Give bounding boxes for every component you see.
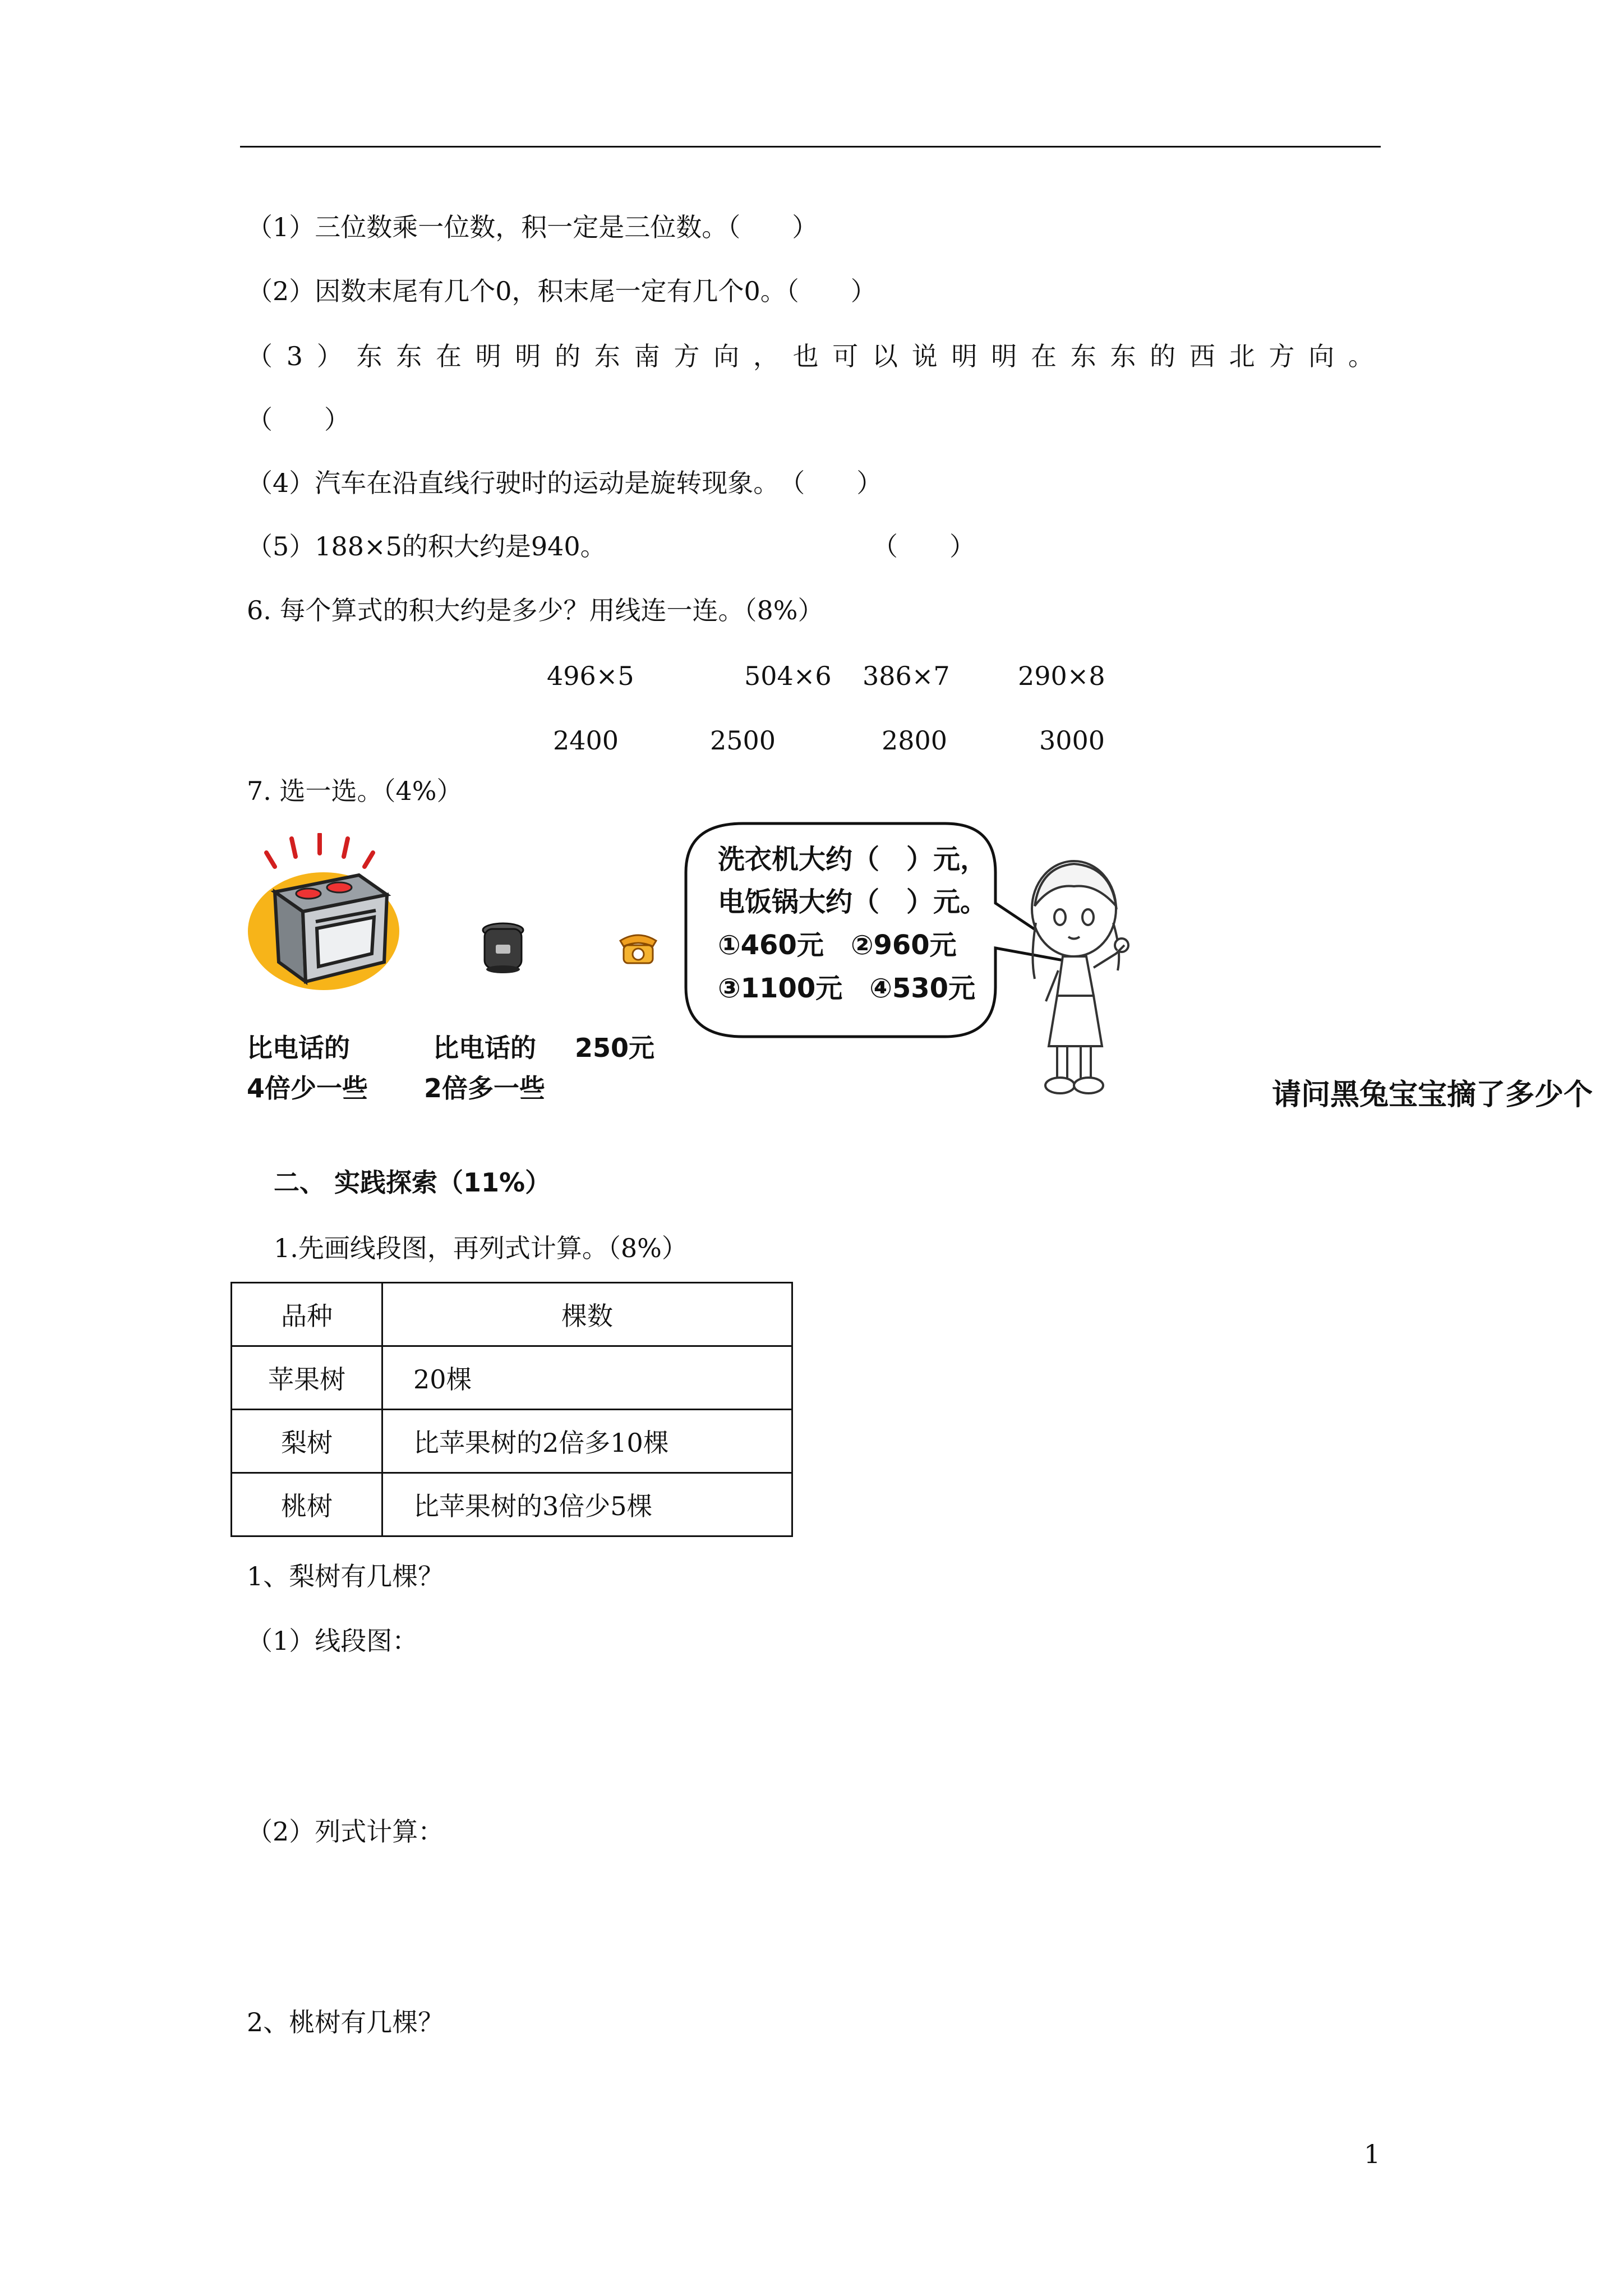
washer-hint-line1: 比电话的 <box>247 1033 350 1063</box>
section-2-q1-title: 1.先画线段图，再列式计算。（8%） <box>274 1233 688 1263</box>
judge-item-3-bracket: （ ） <box>247 404 350 435</box>
table-cell: 梨树 <box>232 1410 382 1473</box>
judge-item-3-char: 东 <box>356 341 382 371</box>
table-row <box>232 1410 792 1473</box>
estimate: 3000 <box>1039 725 1105 756</box>
expression: 290×8 <box>1018 661 1105 691</box>
bubble-line-1: 洗衣机大约（ ）元， <box>718 844 988 875</box>
expression: 386×7 <box>863 661 950 691</box>
judge-item-5-bracket: （ ） <box>872 531 975 562</box>
estimate: 2400 <box>553 725 619 756</box>
judge-item-3-char: 说 <box>911 341 938 371</box>
judge-item-3-char: 西 <box>1189 341 1215 371</box>
table-cell: 20棵 <box>382 1346 792 1410</box>
tree-count-table <box>230 1282 793 1537</box>
judge-item-3 <box>247 339 1374 373</box>
judge-item-3-char: ， <box>753 341 779 371</box>
table-cell: 比苹果树的3倍少5棵 <box>382 1473 792 1536</box>
judge-item-3-char: 东 <box>396 341 422 371</box>
judge-item-3-char: 在 <box>1030 341 1057 371</box>
judge-item-3-char: 也 <box>792 341 819 371</box>
table-cell: 桃树 <box>232 1473 382 1536</box>
page-number: 1 <box>1364 2139 1381 2169</box>
judge-item-3-char: 可 <box>832 341 859 371</box>
judge-item-3-char: 的 <box>555 341 581 371</box>
section-2-heading: 二、 实践探索（11%） <box>274 1167 551 1198</box>
girl-icon <box>1018 855 1141 1102</box>
judge-item-5: （5）188×5的积大约是940。 <box>247 531 606 562</box>
phone-price: 250元 <box>575 1033 655 1063</box>
table-cell: 比苹果树的2倍多10棵 <box>382 1410 792 1473</box>
table-cell: 苹果树 <box>232 1346 382 1410</box>
stove-icon <box>244 833 407 996</box>
sub-question-1-calculation: （2）列式计算： <box>247 1816 444 1847</box>
judge-item-4: （4）汽车在沿直线行驶时的运动是旋转现象。 （ ） <box>247 468 883 498</box>
table-header-cell: 棵数 <box>382 1283 792 1346</box>
judge-item-3-char: 。 <box>1348 341 1374 371</box>
stray-question-text: 请问黑兔宝宝摘了多少个 <box>1272 1078 1593 1112</box>
bubble-line-4: ③1100元 ④530元 <box>718 973 976 1004</box>
q7-title: 7. 选一选。（4%） <box>247 776 463 806</box>
judge-item-3-char: 的 <box>1150 341 1176 371</box>
judge-item-3-char: 在 <box>435 341 462 371</box>
sub-question-1-line-diagram: （1）线段图： <box>247 1626 418 1656</box>
judge-item-3-char: 南 <box>634 341 660 371</box>
judge-item-3-char: 东 <box>594 341 620 371</box>
judge-item-3-char: 以 <box>872 341 898 371</box>
sub-question-2: 2、桃树有几棵？ <box>247 2007 444 2037</box>
judge-item-3-char: （ <box>247 341 273 371</box>
sub-question-1: 1、梨树有几棵？ <box>247 1561 444 1591</box>
judge-item-3-char: 向 <box>1308 341 1335 371</box>
header-rule <box>240 146 1381 148</box>
bubble-line-2: 电饭锅大约（ ）元。 <box>718 886 988 918</box>
judge-item-3-char: ） <box>316 341 343 371</box>
judge-item-3-char: 明 <box>951 341 978 371</box>
judge-item-3-char: 向 <box>713 341 740 371</box>
judge-item-3-char: 方 <box>1269 341 1295 371</box>
judge-item-3-char: 明 <box>515 341 541 371</box>
estimate: 2800 <box>882 725 948 756</box>
expression: 504×6 <box>744 661 832 691</box>
judge-item-3-char: 明 <box>475 341 501 371</box>
cooker-hint-line2: 2倍多一些 <box>424 1073 546 1103</box>
telephone-icon <box>616 928 661 968</box>
judge-item-1: （1）三位数乘一位数，积一定是三位数。（ ） <box>247 212 818 242</box>
judge-item-2: （2）因数末尾有几个0，积末尾一定有几个0。（ ） <box>247 276 877 306</box>
rice-cooker-icon <box>477 920 530 976</box>
judge-item-3-char: 东 <box>1070 341 1096 371</box>
table-header-cell: 品种 <box>232 1283 382 1346</box>
judge-item-3-char: 方 <box>674 341 700 371</box>
washer-hint-line2: 4倍少一些 <box>247 1073 368 1103</box>
judge-item-3-char: 明 <box>991 341 1017 371</box>
judge-item-3-char: 3 <box>286 341 303 371</box>
table-header-row <box>232 1283 792 1346</box>
estimate: 2500 <box>710 725 776 756</box>
table-row <box>232 1346 792 1410</box>
table-row <box>232 1473 792 1536</box>
expression: 496×5 <box>547 661 634 691</box>
judge-item-3-char: 北 <box>1229 341 1255 371</box>
q6-title: 6. 每个算式的积大约是多少？用线连一连。（8%） <box>247 595 824 625</box>
judge-item-3-char: 东 <box>1110 341 1136 371</box>
bubble-line-3: ①460元 ②960元 <box>718 930 957 961</box>
cooker-hint-line1: 比电话的 <box>433 1033 536 1063</box>
